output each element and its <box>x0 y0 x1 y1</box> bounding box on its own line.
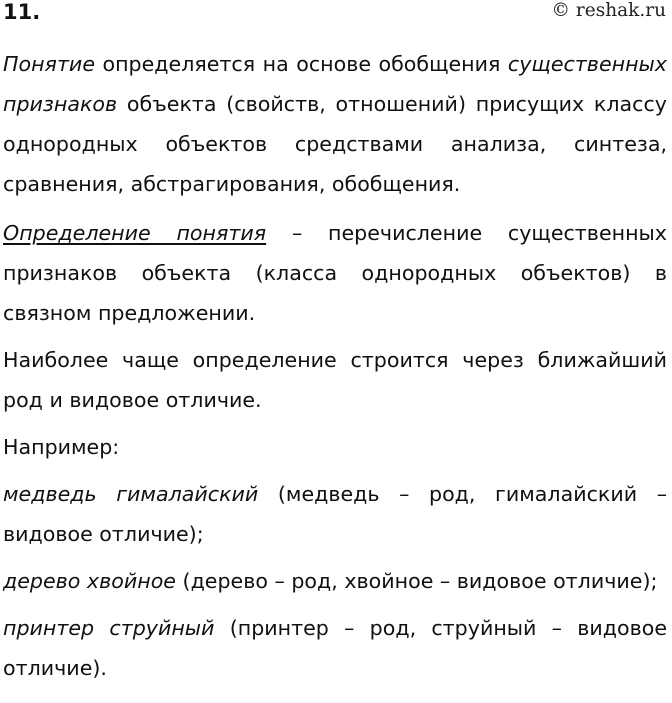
page-header <box>0 0 672 30</box>
term-concept: Понятие <box>3 52 95 76</box>
term-essential-features: существенных признаков <box>3 52 667 116</box>
paragraph-concept <box>3 44 667 204</box>
example-term: дерево хвойное <box>3 569 176 593</box>
example-term: принтер струйный <box>3 616 215 640</box>
example-text: (дерево – род, хвойное – видовое отличие); <box>175 569 658 593</box>
example-text: (принтер – род, струйный – видовое отличие). <box>3 616 667 680</box>
example-item <box>3 608 667 688</box>
task-number: 11. <box>3 0 41 24</box>
example-item <box>3 474 667 554</box>
document-body <box>3 44 667 688</box>
example-item <box>3 561 667 601</box>
paragraph-text: – перечисление существенных признаков объекта (класса однородных объектов) в связном предложении. <box>3 221 667 325</box>
term-definition: Определение понятия <box>3 221 267 245</box>
example-text: (медведь – род, гималайский – видовое отличие); <box>3 482 667 546</box>
paragraph-genus-difference <box>3 340 667 420</box>
paragraph-text: определяется на основе обобщения <box>95 52 508 76</box>
example-term: медведь гималайский <box>3 482 259 506</box>
paragraph-text: Наиболее чаще определение строится через ближайший род и видовое отличие. <box>3 348 667 412</box>
paragraph-example-heading <box>3 427 667 467</box>
paragraph-definition <box>3 213 667 333</box>
paragraph-text: объекта (свойств, отношений) присущих классу однородных объектов средствами анализа, синтеза, сравнения, абстрагирования, обобщения. <box>3 92 667 196</box>
watermark: © reshak.ru <box>551 0 666 21</box>
paragraph-text: Например: <box>3 435 120 459</box>
